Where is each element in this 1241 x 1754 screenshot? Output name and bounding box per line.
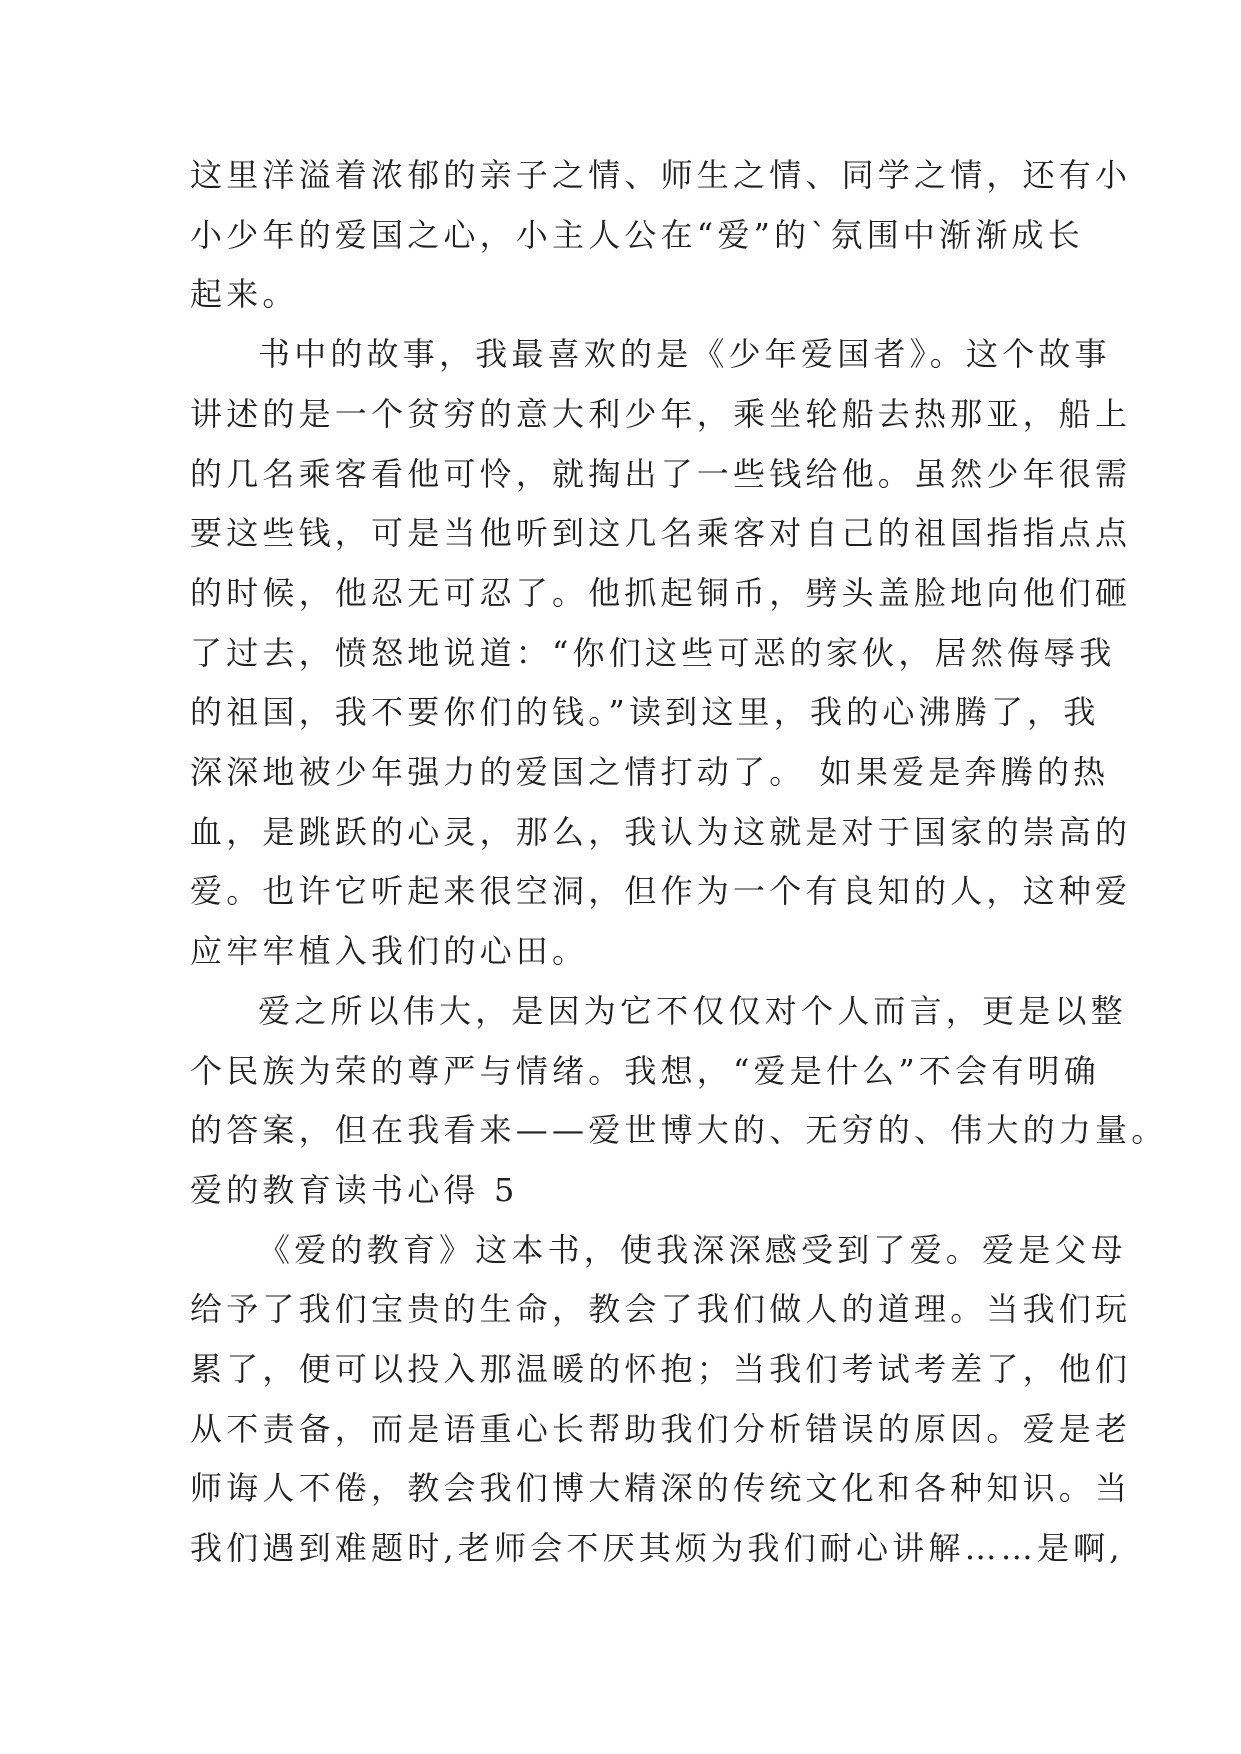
text-line: 的时候，他忍无可忍了。他抓起铜币，劈头盖脸地向他们砸 — [190, 573, 1132, 612]
text-line: 起来。 — [190, 275, 299, 314]
text-line: 的答案，但在我看来——爱世博大的、无穷的、伟大的力量。 — [190, 1111, 1168, 1150]
text-line: 爱。也许它听起来很空洞，但作为一个有良知的人，这种爱 — [190, 872, 1132, 911]
text-line: 小少年的爱国之心，小主人公在“爱”的`氛围中渐渐成长 — [190, 215, 1084, 254]
text-line: 的祖国，我不要你们的钱。”读到这里，我的心沸腾了，我 — [190, 693, 1100, 732]
document-body — [190, 146, 1168, 1579]
text-line: 这里洋溢着浓郁的亲子之情、师生之情、同学之情，还有小 — [190, 156, 1132, 194]
text-line: 师诲人不倦，教会我们博大精深的传统文化和各种知识。当 — [190, 1469, 1132, 1508]
text-line: 讲述的是一个贫穷的意大利少年，乘坐轮船去热那亚，船上 — [190, 394, 1132, 433]
paragraph-start-line: 爱之所以伟大，是因为它不仅仅对个人而言，更是以整 — [258, 991, 1127, 1030]
text-line: 深深地被少年强力的爱国之情打动了。 如果爱是奔腾的热 — [190, 753, 1110, 792]
text-line: 要这些钱，可是当他听到这几名乘客对自己的祖国指指点点 — [190, 514, 1132, 553]
text-line: 个民族为荣的尊严与情绪。我想，“爱是什么”不会有明确 — [190, 1051, 1100, 1090]
text-line: 从不责备，而是语重心长帮助我们分析错误的原因。爱是老 — [190, 1409, 1132, 1448]
text-line: 血，是跳跃的心灵，那么，我认为这就是对于国家的崇高的 — [190, 812, 1132, 851]
paragraph-start-line: 书中的故事，我最喜欢的是《少年爱国者》。这个故事 — [258, 335, 1111, 374]
paragraph-start-line: 《爱的教育》这本书，使我深深感受到了爱。爱是父母 — [258, 1230, 1127, 1269]
text-line: 的几名乘客看他可怜，就掏出了一些钱给他。虽然少年很需 — [190, 454, 1132, 493]
text-line: 了过去，愤怒地说道：“你们这些可恶的家伙，居然侮辱我 — [190, 633, 1116, 672]
section-heading: 爱的教育读书心得 5 — [190, 1170, 519, 1209]
text-line: 给予了我们宝贵的生命，教会了我们做人的道理。当我们玩 — [190, 1290, 1132, 1329]
text-line: 应牢牢植入我们的心田。 — [190, 932, 589, 971]
text-line: 我们遇到难题时,老师会不厌其烦为我们耐心讲解……是啊, — [190, 1529, 1124, 1568]
text-line: 累了，便可以投入那温暖的怀抱；当我们考试考差了，他们 — [190, 1350, 1132, 1389]
